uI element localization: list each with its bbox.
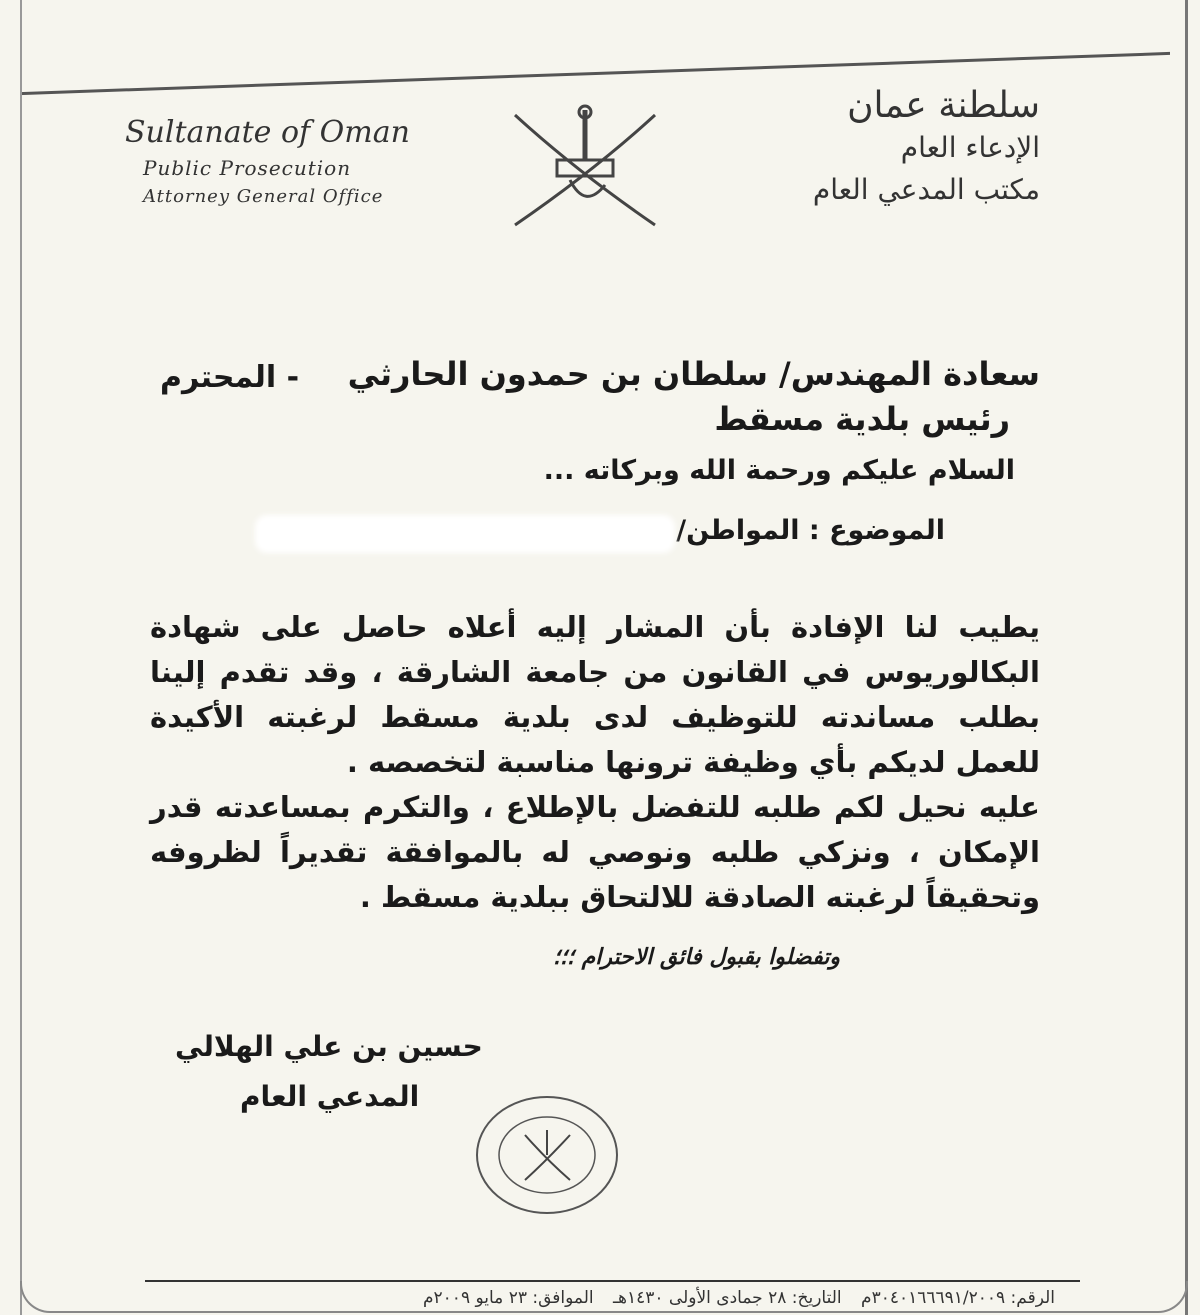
date-gregorian: الموافق: ٢٣ مايو ٢٠٠٩م — [423, 1288, 594, 1308]
letterhead-en-line: Attorney General Office — [143, 186, 384, 207]
letterhead-ar-line: الإدعاء العام — [900, 131, 1040, 164]
frame-border-right — [1185, 0, 1188, 1315]
closing: وتفضلوا بقبول فائق الاحترام ؛؛؛ — [552, 945, 840, 970]
date-hijri: التاريخ: ٢٨ جمادى الأولى ١٤٣٠هـ — [613, 1288, 842, 1308]
greeting: السلام عليكم ورحمة الله وبركاته ... — [543, 455, 1015, 486]
official-seal-icon — [470, 1090, 625, 1220]
footer-rule — [145, 1280, 1080, 1282]
letterhead-en-line: Public Prosecution — [143, 156, 352, 180]
letterhead-ar-line: سلطنة عمان — [847, 85, 1040, 126]
letterhead-arabic — [813, 85, 1040, 211]
body-paragraph: عليه نحيل لكم طلبه للتفضل بالإطلاع ، والتكرم بمساعدته قدر الإمكان ، ونزكي طلبه ونوصي له بالموافقة تقديراً لظروفه وتحقيقاً لرغبته الصادقة للالتحاق ببلدية مسقط . — [150, 790, 1040, 914]
oman-emblem-icon — [505, 100, 665, 230]
letterhead-ar-line: مكتب المدعي العام — [812, 173, 1040, 206]
frame-border-left — [20, 0, 22, 1315]
signature-title: المدعي العام — [240, 1080, 420, 1113]
addressee-name: سعادة المهندس/ سلطان بن حمدون الحارثي — [347, 355, 1040, 393]
body-paragraph: يطيب لنا الإفادة بأن المشار إليه أعلاه حاصل على شهادة البكالوريوس في القانون من جامعة الشارقة ، وقد تقدم إلينا بطلب مساندته للتوظيف لدى بلدية مسقط لرغبته الأكيدة للعمل لديكم بأي وظيفة ترونها مناسبة لتخصصه . — [150, 610, 1040, 779]
signature-name: حسين بن علي الهلالي — [175, 1030, 483, 1063]
redacted-name — [255, 515, 675, 553]
footer-reference — [409, 1288, 1055, 1308]
letterhead-en-line: Sultanate of Oman — [125, 115, 410, 150]
addressee-title: رئيس بلدية مسقط — [714, 400, 1010, 438]
reference-number: الرقم: ٣٠٤٠١٦٦٦٩١/٢٠٠٩م — [861, 1288, 1055, 1308]
letterhead-english — [125, 115, 410, 213]
subject: الموضوع : المواطن/ — [676, 515, 945, 546]
addressee-honorific: - المحترم — [160, 360, 300, 395]
frame-border-top — [20, 0, 1170, 95]
